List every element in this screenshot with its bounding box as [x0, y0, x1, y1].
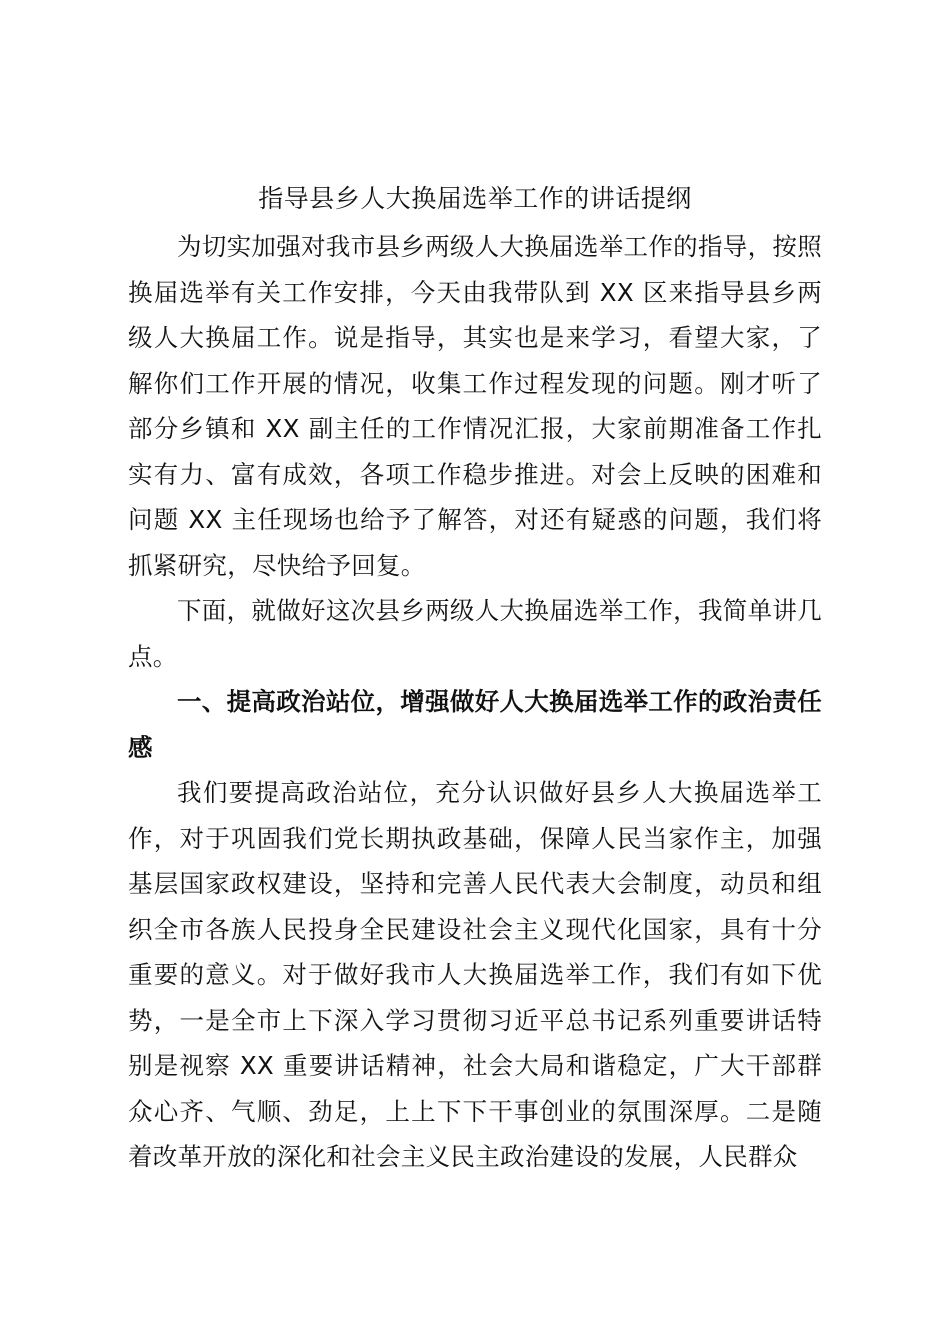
intro-paragraph: 为切实加强对我市县乡两级人大换届选举工作的指导，按照换届选举有关工作安排，今天由我带队到 XX 区来指导县乡两级人大换届工作。说是指导，其实也是来学习，看望大家，了解你们工作开展的情况，收集工作过程发现的问题。刚才听了部分乡镇和 XX 副主任的工作情况汇报，大家前期准备工作扎实有力、富有成效，各项工作稳步推进。对会上反映的困难和问题 XX 主任现场也给予了解答，对还有疑惑的问题，我们将抓紧研究，尽快给予回复。 — [128, 232, 822, 580]
transition-paragraph: 下面，就做好这次县乡两级人大换届选举工作，我简单讲几点。 — [128, 596, 822, 671]
section-heading-1: 一、提高政治站位，增强做好人大换届选举工作的政治责任感 — [128, 687, 822, 762]
document-title: 指导县乡人大换届选举工作的讲话提纲 — [258, 184, 692, 213]
section-1-paragraph: 我们要提高政治站位，充分认识做好县乡人大换届选举工作，对于巩固我们党长期执政基础，保障人民当家作主，加强基层国家政权建设，坚持和完善人民代表大会制度，动员和组织全市各族人民投身全民建设社会主义现代化国家，具有十分重要的意义。对于做好我市人大换届选举工作，我们有如下优势，一是全市上下深入学习贯彻习近平总书记系列重要讲话特别是视察 XX 重要讲话精神，社会大局和谐稳定，广大干部群众心齐、气顺、劲足，上上下下干事创业的氛围深厚。二是随着改革开放的深化和社会主义民主政治建设的发展，人民群众 — [128, 778, 822, 1171]
document-body — [128, 224, 822, 1180]
